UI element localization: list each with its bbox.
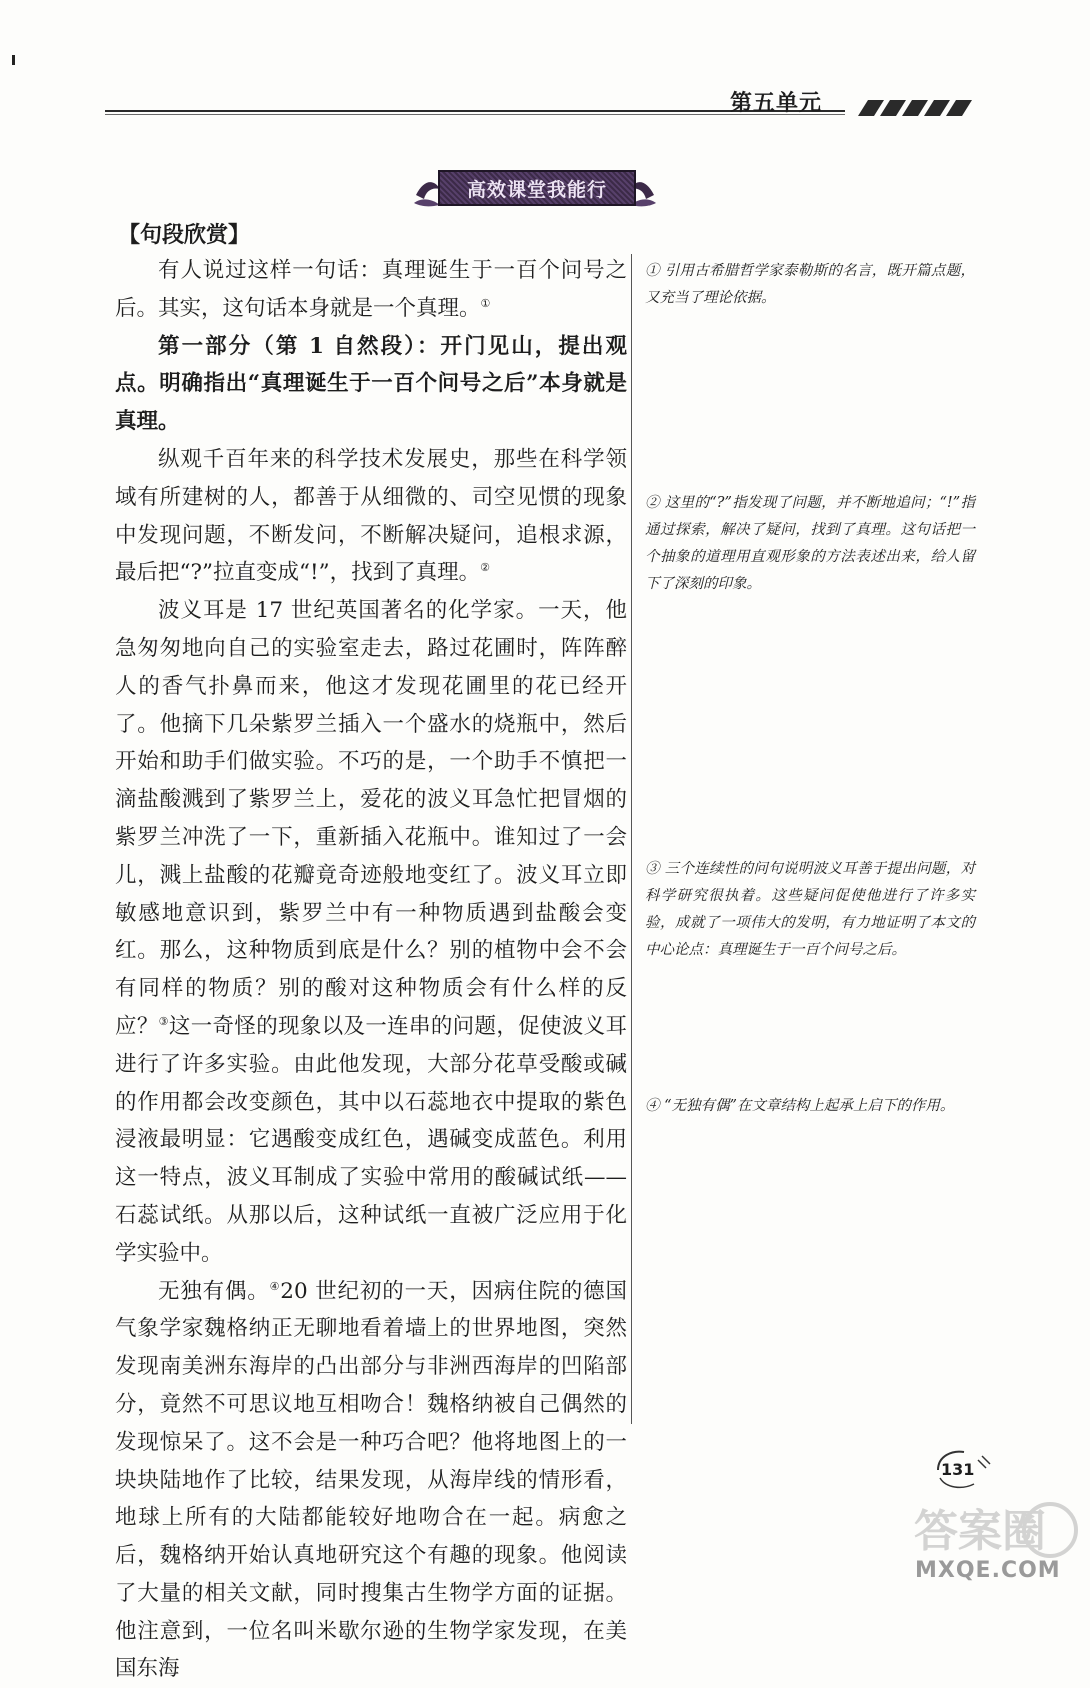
scan-edge-mark: [12, 55, 15, 65]
header-stripes-decoration: [850, 98, 980, 118]
column-divider: [631, 254, 632, 1424]
page-number: 131: [941, 1460, 975, 1479]
paragraph-5: 无独有偶。④20 世纪初的一天，因病住院的德国气象学家魏格纳正无聊地看着墙上的世界地图，突然发现南美洲东海岸的凸出部分与非洲西海岸的凹陷部分，竟然不可思议地互相吻合！魏格纳被自己偶然的发现惊呆了。这不会是一种巧合吧？他将地图上的一块块陆地作了比较，结果发现，从海岸线的情形看，地球上所有的大陆都能较好地吻合在一起。病愈之后，魏格纳开始认真地研究这个有趣的现象。他阅读了大量的相关文献，同时搜集古生物学方面的证据。他注意到，一位名叫米歇尔逊的生物学家发现，在美国东海: [115, 1278, 627, 1682]
annotation-marker-1: ①: [480, 296, 491, 310]
side-note-4: ④ “无独有偶”在文章结构上起承上启下的作用。: [645, 1098, 955, 1114]
watermark-text: MXQE.COM: [915, 1558, 1061, 1583]
paragraph-4: 波义耳是 17 世纪英国著名的化学家。一天，他急匆匆地向自己的实验室走去，路过花圃时，阵阵醉人的香气扑鼻而来，他这才发现花圃里的花已经开了。他摘下几朵紫罗兰插入一个盛水的烧瓶中，然后开始和助手们做实验。不巧的是，一个助手不慎把一滴盐酸溅到了紫罗兰上，爱花的波义耳急忙把冒烟的紫罗兰冲洗了一下，重新插入花瓶中。谁知过了一会儿，溅上盐酸的花瓣竟奇迹般地变红了。波义耳立即敏感地意识到，紫罗兰中有一种物质遇到盐酸会变红。那么，这种物质到底是什么？别的植物中会不会有同样的物质？别的酸对这种物质会有什么样的反应？③这一奇怪的现象以及一连串的问题，促使波义耳进行了许多实验。由此他发现，大部分花草受酸或碱的作用都会改变颜色，其中以石蕊地衣中提取的紫色浸液最明显：它遇酸变成红色，遇碱变成蓝色。利用这一特点，波义耳制成了实验中常用的酸碱试纸——石蕊试纸。从那以后，这种试纸一直被广泛应用于化学实验中。: [115, 598, 627, 1266]
svg-text:答案圈: 答案圈: [914, 1506, 1046, 1557]
annotation-marker-3: ③: [158, 1014, 169, 1028]
unit-title: 第五单元: [730, 91, 823, 116]
side-note-3: ③ 三个连续性的问句说明波义耳善于提出问题，对科学研究很执着。这些疑问促使他进行了许多实验，成就了一项伟大的发明，有力地证明了本文的中心论点：真理诞生于一百个问号之后。: [645, 861, 975, 958]
annotation-marker-2: ②: [480, 561, 491, 575]
watermark-logo: [900, 1490, 1080, 1600]
paragraph-1: 有人说过这样一句话：真理诞生于一百个问号之后。其实，这句话本身就是一个真理。①: [115, 258, 627, 321]
banner-box: [438, 170, 636, 206]
paragraph-3: 纵观千百年来的科学技术发展史，那些在科学领域有所建树的人，都善于从细微的、司空见惯的现象中发现问题，不断发问，不断解决疑问，追根求源，最后把“?”拉直变成“!”，找到了真理。②: [115, 446, 627, 586]
banner-title: 高效课堂我能行: [466, 178, 607, 201]
side-note-1: ① 引用古希腊哲学家泰勒斯的名言，既开篇点题，又充当了理论依据。: [645, 263, 975, 306]
annotation-marker-4: ④: [269, 1279, 281, 1293]
section-heading: 【句段欣赏】: [118, 223, 251, 248]
side-note-2: ② 这里的“?”指发现了问题，并不断地追问；“!”指通过探索，解决了疑问，找到了真理。这句话把一个抽象的道理用直观形象的方法表述出来，给人留下了深刻的印象。: [645, 495, 975, 592]
paragraph-2-summary: 第一部分（第 1 自然段）：开门见山，提出观点。明确指出“真理诞生于一百个问号之后”本身就是真理。: [115, 333, 627, 435]
main-text-column: [115, 252, 627, 1688]
